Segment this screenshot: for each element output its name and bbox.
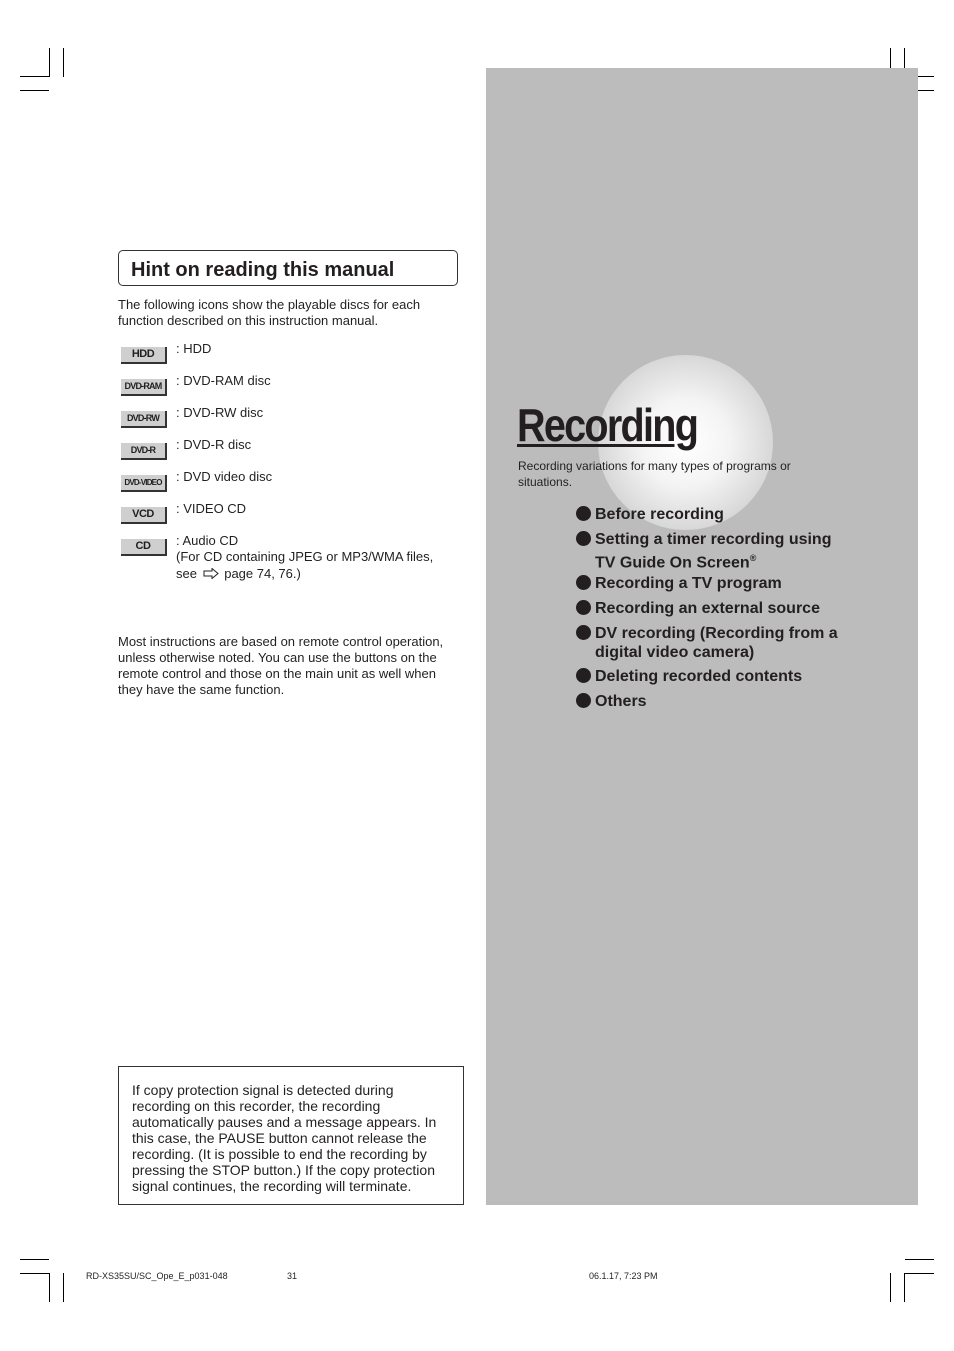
hint-intro: The following icons show the playable discs for each function described on this instruction manual. [118, 297, 421, 328]
crop-mark [905, 1259, 934, 1260]
see-label: see [176, 566, 197, 581]
crop-mark [904, 1273, 905, 1302]
topic-label: Deleting recorded contents [595, 668, 803, 685]
crop-mark [63, 1273, 64, 1302]
remote-control-note: Most instructions are based on remote control operation, unless otherwise noted. You can use the buttons on the remote control and those on the main unit as well when they have the same function. [118, 634, 444, 697]
dvd-video-badge-icon: DVD-VIDEO [121, 475, 167, 492]
section-subtitle: Recording variations for many types of programs or situations. [518, 459, 791, 489]
bullet-icon [576, 531, 591, 546]
dvd-ram-badge-icon: DVD-RAM [121, 379, 167, 396]
bullet-icon [576, 668, 591, 683]
topic-item [576, 692, 647, 711]
topic-label-line2 [576, 549, 831, 572]
disc-label: : VIDEO CD [176, 501, 247, 516]
disc-label: : Audio CD [176, 533, 239, 548]
crop-mark [49, 1273, 50, 1302]
crop-mark [890, 1273, 891, 1302]
disc-label: : HDD [176, 341, 212, 356]
disc-label: : DVD-RW disc [176, 405, 264, 420]
topic-item [576, 599, 820, 618]
footer-timestamp: 06.1.17, 7:23 PM [589, 1271, 658, 1281]
crop-mark [49, 48, 50, 77]
bullet-icon [576, 625, 591, 640]
footer-page-number: 31 [287, 1271, 298, 1281]
crop-mark [905, 1273, 934, 1274]
crop-mark [20, 1273, 49, 1274]
cd-page-reference [176, 566, 301, 582]
disc-label: : DVD-R disc [176, 437, 252, 452]
topic-label: DV recording (Recording from a [595, 625, 838, 642]
page-reference: page 74, 76.) [224, 566, 301, 581]
topic-item [576, 530, 831, 572]
dvd-r-badge-icon: DVD-R [121, 443, 167, 460]
cd-note-line: (For CD containing JPEG or MP3/WMA files, [176, 549, 434, 564]
crop-mark [20, 90, 49, 91]
footer-filename: RD-XS35SU/SC_Ope_E_p031-048 [86, 1271, 228, 1281]
section-title: Recording [517, 399, 698, 451]
copy-protection-note [118, 1066, 464, 1205]
bullet-icon [576, 600, 591, 615]
disc-label: : DVD video disc [176, 469, 273, 484]
topic-label: Recording an external source [595, 600, 820, 617]
bullet-icon [576, 575, 591, 590]
crop-mark [20, 1259, 49, 1260]
topic-label: Setting a timer recording using [595, 531, 832, 548]
dvd-rw-badge-icon: DVD-RW [121, 411, 167, 428]
vcd-badge-icon: VCD [121, 507, 167, 524]
topic-label: Recording a TV program [595, 575, 782, 592]
topic-label-continued: digital video camera) [595, 644, 755, 661]
topic-label: Others [595, 693, 647, 710]
page-arrow-icon [203, 568, 219, 579]
crop-mark [63, 48, 64, 77]
topic-item [576, 505, 724, 524]
registered-mark: ® [749, 553, 757, 563]
topic-item [576, 667, 802, 686]
hint-header [118, 250, 458, 286]
bullet-icon [576, 693, 591, 708]
topic-item [576, 624, 838, 662]
topic-label-continued: TV Guide On Screen [595, 554, 750, 572]
disc-label: : DVD-RAM disc [176, 373, 271, 388]
topic-label: Before recording [595, 506, 724, 523]
bullet-icon [576, 506, 591, 521]
crop-mark [20, 76, 49, 77]
cd-badge-icon: CD [121, 539, 167, 556]
topic-item [576, 574, 782, 593]
copy-protection-text: If copy protection signal is detected during recording on this recorder, the recording automatically pauses and a message appears. In this case, the PAUSE button cannot release the recording. (It is possible to end the recording by pressing the STOP button.) If the copy protection signal continues, the recording will terminate. [132, 1082, 437, 1194]
hdd-badge-icon: HDD [121, 347, 167, 364]
hint-title: Hint on reading this manual [131, 259, 395, 281]
